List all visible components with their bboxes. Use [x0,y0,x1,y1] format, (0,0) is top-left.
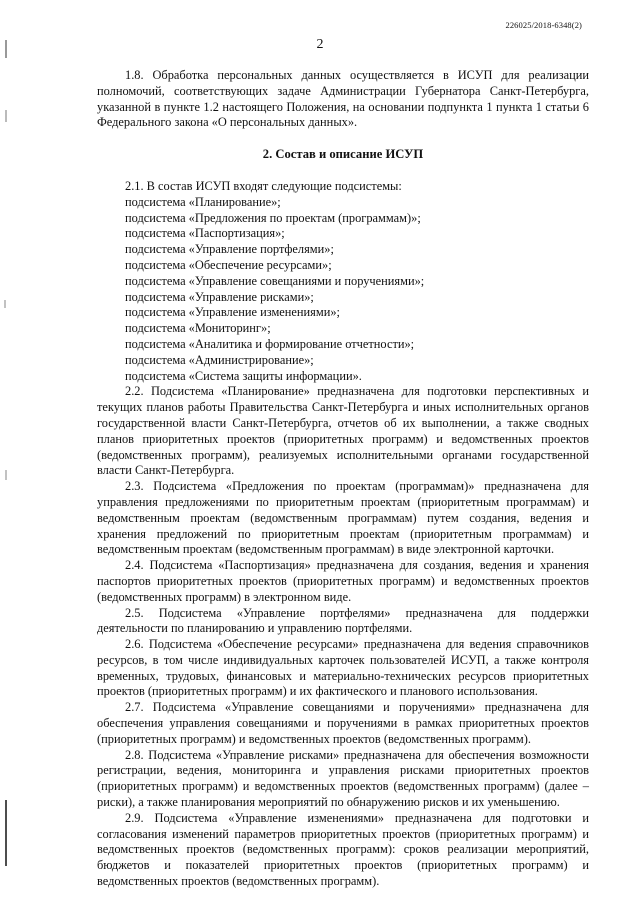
paragraph-2-8: 2.8. Подсистема «Управление рисками» предназначена для обеспечения возможности регистрации, ведения, мониторинга и управления рисками приоритетных проектов (приоритетных программ) и ведомственных проектов (ведомственных программ) (далее – риски), а также планирования мероприятий по обнаружению рисков и их уменьшению. [97,747,589,810]
paragraph-2-2: 2.2. Подсистема «Планирование» предназначена для подготовки перспективных и текущих планов работы Правительства Санкт-Петербурга и иных исполнительных органов государственной власти Санкт-Петербурга, отчетов об их выполнении, а также сводных планов приоритетных проектов (приоритетных программ) и ведомственных проектов (ведомственных программ), реализуемых исполнительными органами государственной власти Санкт-Петербурга. [97,384,589,478]
paragraph-2-4: 2.4. Подсистема «Паспортизация» предназначена для создания, ведения и хранения паспортов приоритетных проектов (приоритетных программ) и ведомственных проектов (ведомственных программ) в электронном виде. [97,558,589,604]
subsystems-list [97,195,589,385]
document-body [97,68,589,890]
paragraph-2-5: 2.5. Подсистема «Управление портфелями» предназначена для поддержки деятельности по планированию и управлению портфелями. [97,605,589,636]
paragraph-2-6: 2.6. Подсистема «Обеспечение ресурсами» предназначена для ведения справочников ресурсов, в том числе индивидуальных карточек пользователей ИСУП, а также контроля временных, трудовых, финансовых и материально-технических ресурсов приоритетных проектов (приоритетных программ) и их фактического и планового использования. [97,637,589,699]
scan-margin-marks [3,0,13,905]
list-item: подсистема «Управление изменениями»; [125,305,340,320]
list-item: подсистема «Управление совещаниями и поручениями»; [125,273,425,288]
list-item: подсистема «Паспортизация»; [125,226,285,241]
list-item: подсистема «Аналитика и формирование отчетности»; [125,336,415,351]
list-item: подсистема «Администрирование»; [125,352,314,367]
list-item: подсистема «Мониторинг»; [125,321,271,336]
list-item: подсистема «Планирование»; [125,194,281,209]
list-item: подсистема «Обеспечение ресурсами»; [125,257,332,272]
list-item: подсистема «Система защиты информации». [125,368,362,383]
paragraph-2-7: 2.7. Подсистема «Управление совещаниями и поручениями» предназначена для обеспечения управления совещаниями и поручениями в рамках приоритетных проектов (приоритетных программ) и ведомственных проектов (ведомственных программ). [97,700,589,746]
page-number: 2 [316,37,324,52]
section-title: 2. Состав и описание ИСУП [262,147,424,162]
paragraph-2-3: 2.3. Подсистема «Предложения по проектам (программам)» предназначена для управления предложениями по приоритетным проектам (приоритетным программам) и ведомственным проектам (ведомственным программам) путем создания, ведения и хранения предложений по приоритетным проектам (приоритетным программам) и ведомственным проектам (ведомственным программам) в виде электронной карточки. [97,479,589,557]
list-item: подсистема «Предложения по проектам (программам)»; [125,210,421,225]
list-item: подсистема «Управление портфелями»; [125,242,334,257]
document-registration-number: 226025/2018-6348(2) [505,20,582,30]
paragraph-1-8: 1.8. Обработка персональных данных осуществляется в ИСУП для реализации полномочий, соответствующих задаче Администрации Губернатора Санкт-Петербурга, указанной в пункте 1.2 настоящего Положения, на основании подпункта 1 пункта 1 статьи 6 Федерального закона «О персональных данных». [97,68,589,130]
paragraph-2-9: 2.9. Подсистема «Управление изменениями» предназначена для подготовки и согласования изменений параметров приоритетных проектов (приоритетных программ) и ведомственных проектов (ведомственных программ): сроков реализации мероприятий, бюджетов и показателей приоритетных проектов (приоритетных программ) и ведомственных проектов (ведомственных программ). [97,810,589,889]
list-item: подсистема «Управление рисками»; [125,289,314,304]
subsystems-list-intro: 2.1. В состав ИСУП входят следующие подсистемы: [125,178,402,193]
